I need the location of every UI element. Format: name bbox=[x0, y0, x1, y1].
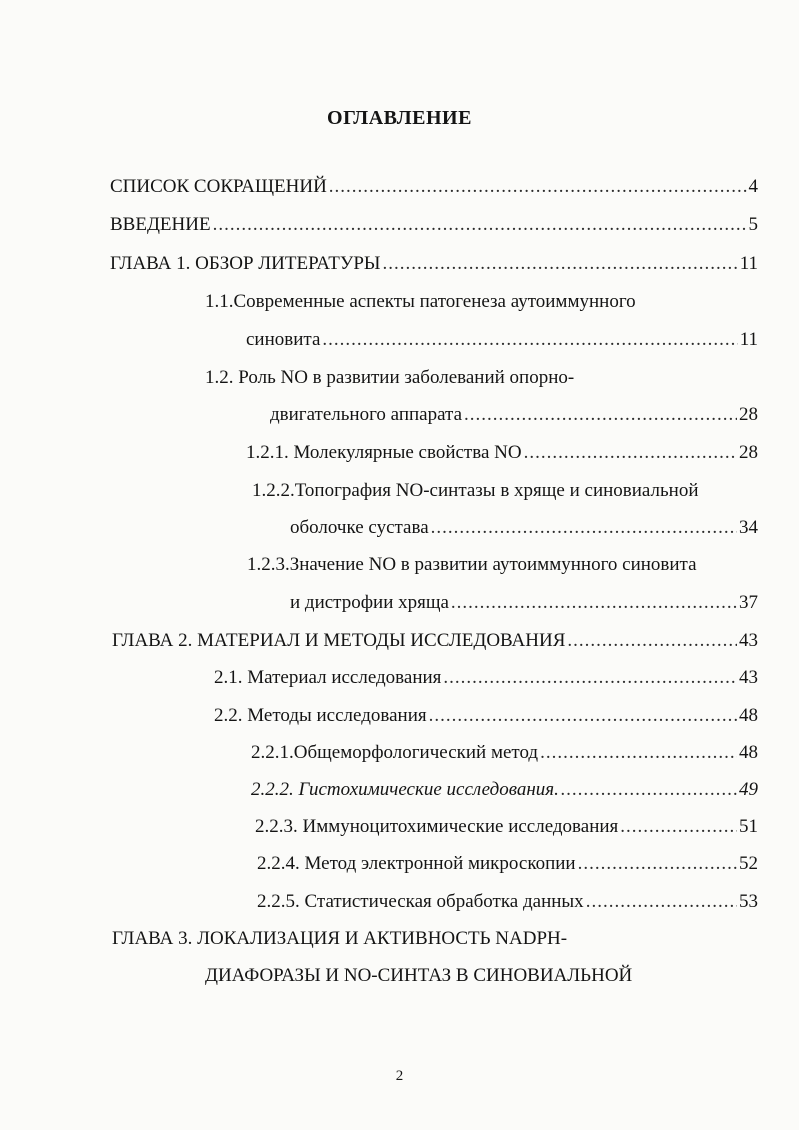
toc-page-number: 52 bbox=[739, 853, 758, 874]
toc-entry-1-1[interactable] bbox=[246, 328, 758, 352]
toc-leader-dots bbox=[431, 516, 737, 540]
toc-label: 2.2.1.Общеморфологический метод bbox=[251, 742, 539, 763]
toc-leader-dots bbox=[322, 328, 737, 352]
toc-leader-dots bbox=[524, 441, 737, 465]
toc-label: двигательного аппарата bbox=[270, 404, 463, 425]
toc-page-number: 11 bbox=[739, 253, 758, 274]
toc-label: 2.2.4. Метод электронной микроскопии bbox=[257, 853, 576, 874]
toc-label: 2.2.3. Иммуноцитохимические исследования bbox=[255, 816, 619, 837]
toc-page-number: 37 bbox=[739, 592, 758, 613]
toc-entry-1-2-2-line1[interactable]: 1.2.2.Топография NO-синтазы в хряще и синовиальной bbox=[252, 480, 699, 501]
toc-page-number: 43 bbox=[739, 630, 758, 651]
toc-page-number: 5 bbox=[748, 214, 758, 235]
toc-entry-introduction[interactable] bbox=[110, 213, 758, 237]
toc-page-number: 51 bbox=[739, 816, 758, 837]
toc-label: 1.2.1. Молекулярные свойства NO bbox=[246, 442, 522, 463]
toc-leader-dots bbox=[464, 403, 737, 427]
toc-label: ГЛАВА 2. МАТЕРИАЛ И МЕТОДЫ ИССЛЕДОВАНИЯ bbox=[112, 630, 566, 651]
toc-page-number: 11 bbox=[739, 329, 758, 350]
toc-label: 2.2.2. Гистохимические исследования. bbox=[251, 779, 559, 800]
toc-entry-chapter-1[interactable] bbox=[110, 252, 758, 276]
toc-leader-dots bbox=[329, 175, 747, 199]
toc-entry-1-2-2[interactable] bbox=[290, 516, 758, 540]
toc-entry-2-2-1[interactable] bbox=[251, 741, 758, 765]
toc-label: ГЛАВА 1. ОБЗОР ЛИТЕРАТУРЫ bbox=[110, 253, 381, 274]
toc-entry-chapter-3-line2[interactable]: ДИАФОРАЗЫ И NO-СИНТАЗ В СИНОВИАЛЬНОЙ bbox=[205, 965, 633, 986]
toc-entry-1-2-1[interactable] bbox=[246, 441, 758, 465]
toc-page-number: 48 bbox=[739, 705, 758, 726]
toc-entry-1-2-3[interactable] bbox=[290, 591, 758, 615]
toc-label: 2.2. Методы исследования bbox=[214, 705, 427, 726]
toc-entry-1-2-3-line1[interactable]: 1.2.3.Значение NO в развитии аутоиммунного синовита bbox=[247, 554, 697, 575]
toc-label: и дистрофии хряща bbox=[290, 592, 449, 613]
toc-page-number: 34 bbox=[739, 517, 758, 538]
toc-page-number: 28 bbox=[739, 442, 758, 463]
toc-entry-chapter-2[interactable] bbox=[112, 629, 758, 653]
page-title: ОГЛАВЛЕНИЕ bbox=[327, 107, 472, 129]
toc-entry-2-2-3[interactable] bbox=[255, 815, 758, 839]
toc-entry-1-2[interactable] bbox=[270, 403, 758, 427]
toc-label: 2.1. Материал исследования bbox=[214, 667, 442, 688]
toc-leader-dots bbox=[586, 890, 737, 914]
toc-entry-1-1-line1[interactable]: 1.1.Современные аспекты патогенеза аутоиммунного bbox=[205, 291, 636, 312]
toc-label: оболочке сустава bbox=[290, 517, 429, 538]
toc-entry-abbreviations[interactable] bbox=[110, 175, 758, 199]
toc-leader-dots bbox=[578, 852, 737, 876]
toc-page-number: 4 bbox=[748, 176, 758, 197]
toc-page-number: 28 bbox=[739, 404, 758, 425]
toc-entry-2-2[interactable] bbox=[214, 704, 758, 728]
toc-entry-2-2-4[interactable] bbox=[257, 852, 758, 876]
toc-leader-dots bbox=[567, 629, 737, 653]
toc-leader-dots bbox=[443, 666, 737, 690]
toc-leader-dots bbox=[383, 252, 738, 276]
toc-page-number: 49 bbox=[739, 779, 758, 800]
toc-page-number: 48 bbox=[739, 742, 758, 763]
toc-label: ВВЕДЕНИЕ bbox=[110, 214, 211, 235]
toc-label: СПИСОК СОКРАЩЕНИЙ bbox=[110, 176, 327, 197]
toc-leader-dots bbox=[451, 591, 737, 615]
toc-entry-2-1[interactable] bbox=[214, 666, 758, 690]
toc-entry-2-2-2[interactable] bbox=[251, 778, 758, 802]
toc-entry-1-2-line1[interactable]: 1.2. Роль NO в развитии заболеваний опорно- bbox=[205, 367, 575, 388]
toc-leader-dots bbox=[620, 815, 737, 839]
toc-leader-dots bbox=[561, 778, 737, 802]
toc-label: синовита bbox=[246, 329, 321, 350]
toc-leader-dots bbox=[213, 213, 747, 237]
toc-page-number: 53 bbox=[739, 891, 758, 912]
toc-leader-dots bbox=[540, 741, 737, 765]
toc-leader-dots bbox=[429, 704, 737, 728]
toc-page-number: 43 bbox=[739, 667, 758, 688]
page-number: 2 bbox=[395, 1068, 404, 1084]
toc-entry-2-2-5[interactable] bbox=[257, 890, 758, 914]
toc-entry-chapter-3-line1[interactable]: ГЛАВА 3. ЛОКАЛИЗАЦИЯ И АКТИВНОСТЬ NADPH- bbox=[112, 928, 568, 949]
toc-label: 2.2.5. Статистическая обработка данных bbox=[257, 891, 584, 912]
